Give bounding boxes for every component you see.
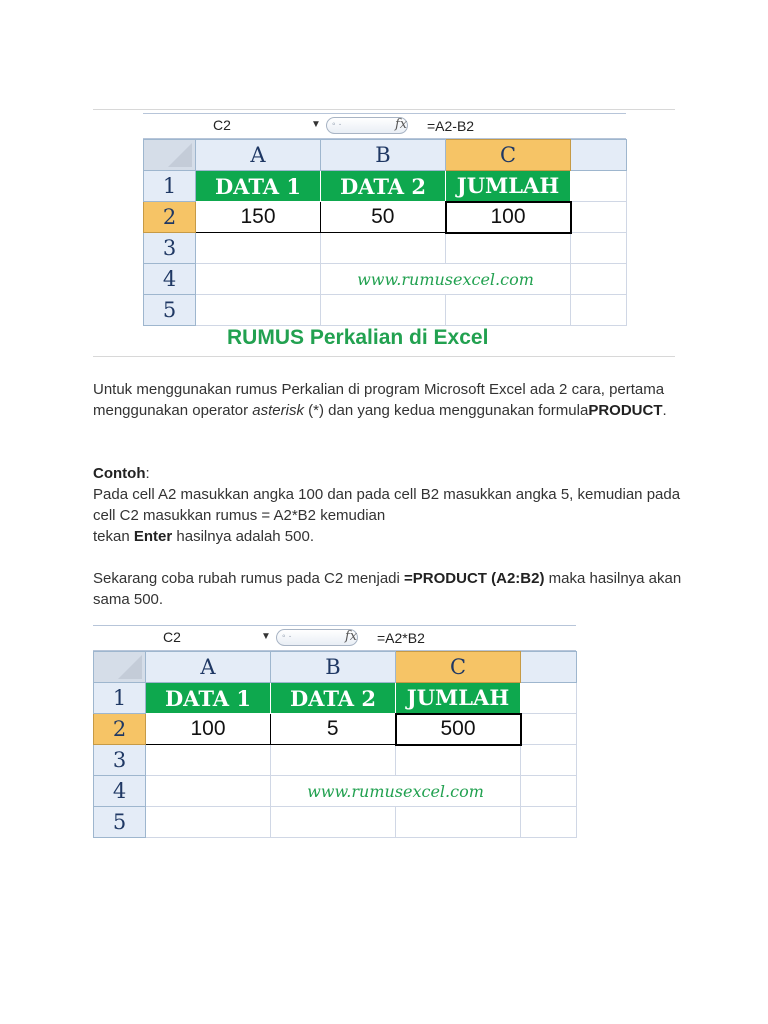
chevron-down-icon[interactable]: ▼: [261, 631, 271, 642]
cell-a4[interactable]: [146, 776, 271, 807]
row-header-5[interactable]: 5: [144, 295, 196, 326]
cell-b5[interactable]: [271, 807, 396, 838]
formula-input[interactable]: =A2-B2: [427, 118, 475, 134]
intro-text-3: .: [662, 402, 667, 419]
cell-c1[interactable]: JUMLAH: [396, 683, 521, 714]
column-header-b[interactable]: B: [271, 652, 396, 683]
cell-c5[interactable]: [446, 295, 571, 326]
cell-c3[interactable]: [396, 745, 521, 776]
intro-text: Untuk menggunakan rumus Perkalian di program Microsoft Excel ada 2 cara, pertama menggunakan operator: [93, 381, 665, 419]
formula-input[interactable]: =A2*B2: [377, 630, 425, 646]
row-header-5[interactable]: 5: [94, 807, 146, 838]
row-header-3[interactable]: 3: [144, 233, 196, 264]
second-text-2: maka hasilnya akan sama 500.: [93, 570, 682, 608]
cell-c2-active[interactable]: 500: [396, 714, 521, 745]
resize-handle-icon: ◦ ·: [332, 119, 342, 130]
figure-caption: RUMUS Perkalian di Excel: [227, 326, 489, 349]
formula-bar: [93, 625, 576, 651]
sheet-grid: [93, 651, 577, 838]
name-box[interactable]: C2: [163, 629, 181, 645]
column-header-a[interactable]: A: [146, 652, 271, 683]
excel-figure-1: [143, 113, 626, 327]
example-paragraph: [93, 463, 683, 547]
row-header-2[interactable]: 2: [94, 714, 146, 745]
cell-a3[interactable]: [146, 745, 271, 776]
name-box[interactable]: C2: [213, 117, 231, 133]
cell-d1[interactable]: [571, 171, 627, 202]
cell-b1[interactable]: DATA 2: [321, 171, 446, 202]
example-text-3: hasilnya adalah 500.: [172, 528, 314, 545]
sheet-grid: [143, 139, 627, 326]
cell-b2[interactable]: 50: [321, 202, 446, 233]
cell-b2[interactable]: 5: [271, 714, 396, 745]
row-header-4[interactable]: 4: [144, 264, 196, 295]
column-header-d[interactable]: [521, 652, 577, 683]
resize-handle-icon: ◦ ·: [282, 631, 292, 642]
watermark-text: www.rumusexcel.com: [321, 264, 571, 295]
cell-a3[interactable]: [196, 233, 321, 264]
product-term: PRODUCT: [588, 402, 663, 419]
column-header-b[interactable]: B: [321, 140, 446, 171]
cell-a1[interactable]: DATA 1: [196, 171, 321, 202]
watermark-text: www.rumusexcel.com: [271, 776, 521, 807]
cell-a4[interactable]: [196, 264, 321, 295]
asterisk-term: asterisk: [252, 402, 304, 419]
intro-paragraph: [93, 379, 683, 421]
example-text: Pada cell A2 masukkan angka 100 dan pada cell B2 masukkan angka 5, kemudian pada cell C2 masukkan rumus = A2*B2 kemudian: [93, 486, 681, 524]
excel-figure-2: [93, 625, 576, 840]
middle-divider: [93, 356, 675, 357]
cell-a2[interactable]: 150: [196, 202, 321, 233]
cell-b3[interactable]: [271, 745, 396, 776]
column-header-c[interactable]: C: [446, 140, 571, 171]
cell-d4[interactable]: [521, 776, 577, 807]
cell-d5[interactable]: [571, 295, 627, 326]
cell-d1[interactable]: [521, 683, 577, 714]
intro-text-2: (*) dan yang kedua menggunakan formula: [303, 402, 589, 419]
select-all-corner[interactable]: [144, 140, 196, 171]
example-text-2: tekan: [93, 528, 134, 545]
cell-a5[interactable]: [146, 807, 271, 838]
formula-bar: [143, 113, 626, 139]
top-divider: [93, 109, 675, 110]
row-header-2[interactable]: 2: [144, 202, 196, 233]
cell-c1[interactable]: JUMLAH: [446, 171, 571, 202]
cell-d5[interactable]: [521, 807, 577, 838]
row-header-3[interactable]: 3: [94, 745, 146, 776]
example-colon: :: [145, 465, 150, 482]
cell-d3[interactable]: [521, 745, 577, 776]
second-paragraph: [93, 568, 683, 610]
column-header-d[interactable]: [571, 140, 627, 171]
fx-icon[interactable]: fx: [395, 117, 408, 132]
cell-d3[interactable]: [571, 233, 627, 264]
row-header-1[interactable]: 1: [144, 171, 196, 202]
product-formula: =PRODUCT (A2:B2): [404, 570, 545, 587]
cell-c5[interactable]: [396, 807, 521, 838]
cell-b5[interactable]: [321, 295, 446, 326]
cell-d2[interactable]: [521, 714, 577, 745]
column-header-c[interactable]: C: [396, 652, 521, 683]
cell-a5[interactable]: [196, 295, 321, 326]
row-header-1[interactable]: 1: [94, 683, 146, 714]
cell-a1[interactable]: DATA 1: [146, 683, 271, 714]
cell-b3[interactable]: [321, 233, 446, 264]
cell-c2-active[interactable]: 100: [446, 202, 571, 233]
row-header-4[interactable]: 4: [94, 776, 146, 807]
cell-d4[interactable]: [571, 264, 627, 295]
cell-a2[interactable]: 100: [146, 714, 271, 745]
second-text: Sekarang coba rubah rumus pada C2 menjadi: [93, 570, 405, 587]
cell-c3[interactable]: [446, 233, 571, 264]
column-header-a[interactable]: A: [196, 140, 321, 171]
chevron-down-icon[interactable]: ▼: [311, 119, 321, 130]
cell-d2[interactable]: [571, 202, 627, 233]
select-all-corner[interactable]: [94, 652, 146, 683]
cell-b1[interactable]: DATA 2: [271, 683, 396, 714]
fx-icon[interactable]: fx: [345, 629, 358, 644]
enter-key-term: Enter: [133, 528, 173, 545]
example-label: Contoh: [93, 465, 146, 482]
